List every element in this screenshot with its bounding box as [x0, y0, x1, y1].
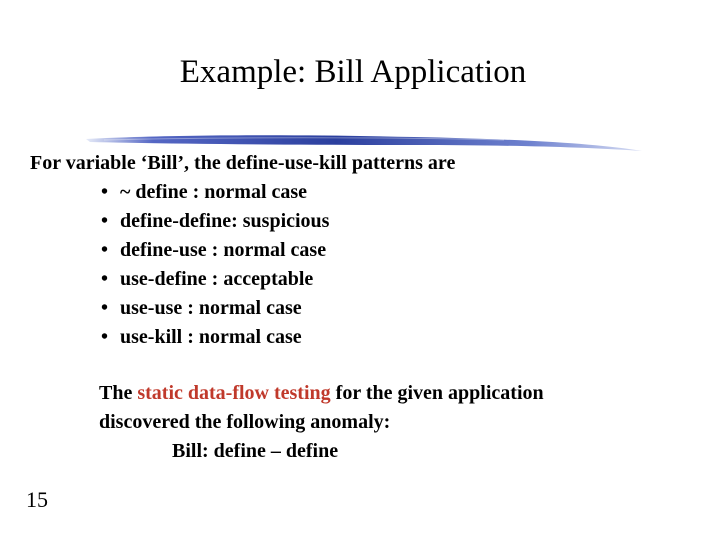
list-item: [101, 178, 329, 207]
conclusion-line-2: discovered the following anomaly:: [99, 411, 391, 433]
pattern-text: define-define: suspicious: [120, 210, 330, 232]
pattern-text: define-use : normal case: [120, 239, 327, 261]
list-item: [101, 207, 329, 236]
highlighted-term: static data-flow testing: [137, 382, 331, 404]
intro-text: For variable ‘Bill’, the define-use-kill patterns are: [30, 152, 456, 174]
page-number: 15: [26, 487, 48, 512]
bullet-icon: •: [101, 239, 109, 261]
list-item: [101, 294, 329, 323]
conclusion-paragraph: [99, 379, 544, 466]
pattern-text: use-use : normal case: [120, 297, 302, 319]
list-item: [101, 265, 329, 294]
bullet-icon: •: [101, 181, 109, 203]
pattern-list: [101, 178, 329, 352]
bullet-icon: •: [101, 210, 109, 232]
bullet-icon: •: [101, 326, 109, 348]
bullet-icon: •: [101, 268, 109, 290]
list-item: [101, 323, 329, 352]
pattern-text: use-define : acceptable: [120, 268, 314, 290]
pattern-text: ~ define : normal case: [120, 181, 308, 203]
list-item: [101, 236, 329, 265]
bullet-icon: •: [101, 297, 109, 319]
pattern-text: use-kill : normal case: [120, 326, 302, 348]
slide-title: Example: Bill Application: [179, 54, 527, 90]
conclusion-text: The: [99, 382, 138, 404]
conclusion-line-1: [99, 379, 544, 408]
anomaly-text: Bill: define – define: [172, 440, 339, 462]
conclusion-text: for the given application: [330, 382, 544, 404]
